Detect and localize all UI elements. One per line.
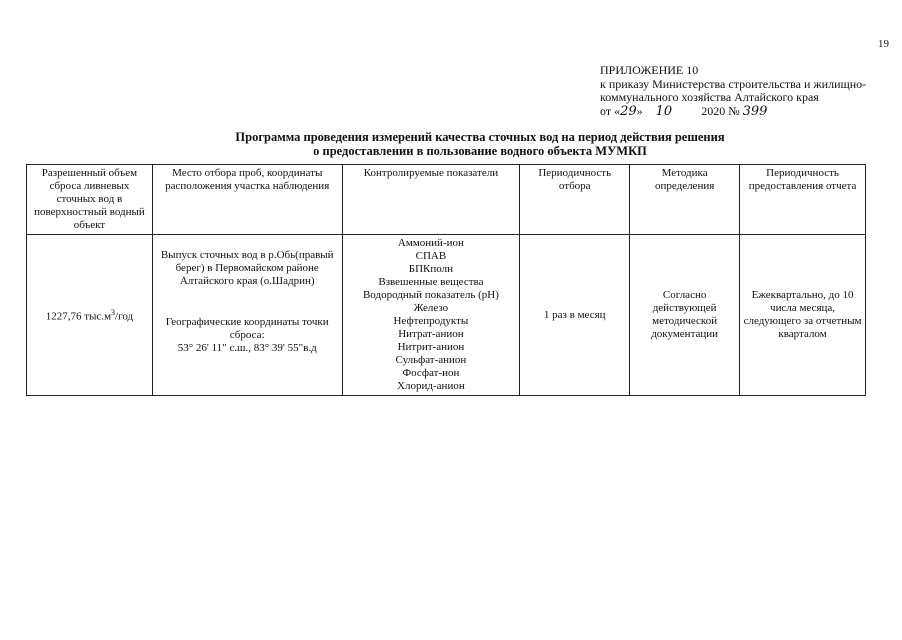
indicator-item: Нитрит-анион [397, 341, 465, 353]
cell-indicators [342, 235, 520, 396]
indicator-item: Фосфат-ион [402, 367, 460, 379]
indicator-item: Хлорид-анион [397, 380, 465, 392]
header-location: Место отбора проб, координаты расположения участка наблюдения [152, 165, 342, 235]
indicator-item: Взвешенные вещества [378, 276, 484, 288]
appendix-header [600, 64, 866, 118]
location-text: Выпуск сточных вод в р.Обь(правый берег) в Первомайском районе Алтайского края (о.Шадрин) [160, 249, 334, 287]
indicator-item: Нефтепродукты [393, 315, 469, 327]
page-number: 19 [878, 38, 889, 50]
cell-frequency: 1 раз в месяц [520, 235, 630, 396]
indicator-item: СПАВ [415, 250, 447, 262]
date-mid: » [636, 103, 643, 118]
title-line-1: Программа проведения измерений качества сточных вод на период действия решения [235, 130, 725, 144]
indicator-item: Водородный показатель (pH) [362, 289, 499, 301]
cell-report: Ежеквартально, до 10 числа месяца, следующего за отчетным кварталом [740, 235, 866, 396]
indicator-item: Нитрат-анион [398, 328, 464, 340]
date-day-handwritten: 29 [620, 103, 637, 119]
title-line-2: о предоставлении в пользование водного объекта МУМКП [313, 143, 647, 158]
appendix-date-line [600, 105, 866, 119]
cell-method: Согласно действующей методической документации [630, 235, 740, 396]
coords-label: Географические координаты точки сброса: [165, 316, 329, 341]
appendix-line-2: коммунального хозяйства Алтайского края [600, 90, 819, 104]
header-report: Периодичность предоставления отчета [740, 165, 866, 235]
measurement-program-table [26, 164, 866, 396]
date-prefix: от « [600, 103, 621, 118]
header-indicators: Контролируемые показатели [342, 165, 520, 235]
header-method: Методика определения [630, 165, 740, 235]
indicator-item: БПКполн [408, 263, 454, 275]
appendix-line-1: к приказу Министерства строительства и жилищно- [600, 76, 867, 91]
appendix-title: ПРИЛОЖЕНИЕ 10 [600, 63, 699, 77]
volume-unit: /год [115, 310, 134, 323]
coords-value: 53° 26' 11" с.ш., 83° 39' 55"в.д [177, 342, 317, 354]
order-number-handwritten: 399 [742, 103, 768, 119]
indicator-item: Аммоний-ион [397, 237, 464, 249]
indicator-item: Сульфат-анион [395, 354, 467, 366]
document-title [160, 131, 800, 158]
date-month-handwritten: 10 [655, 103, 673, 119]
table-header-row [27, 165, 866, 235]
header-frequency: Периодичность отбора [520, 165, 630, 235]
date-year: 2020 № [701, 103, 740, 118]
cell-volume [27, 235, 153, 396]
indicator-item: Железо [413, 302, 449, 314]
table-row [27, 235, 866, 396]
volume-exponent: 3 [111, 308, 116, 318]
cell-location [152, 235, 342, 396]
header-volume: Разрешенный объем сброса ливневых сточных вод в поверхностный водный объект [27, 165, 153, 235]
volume-value: 1227,76 тыс.м [45, 310, 112, 323]
